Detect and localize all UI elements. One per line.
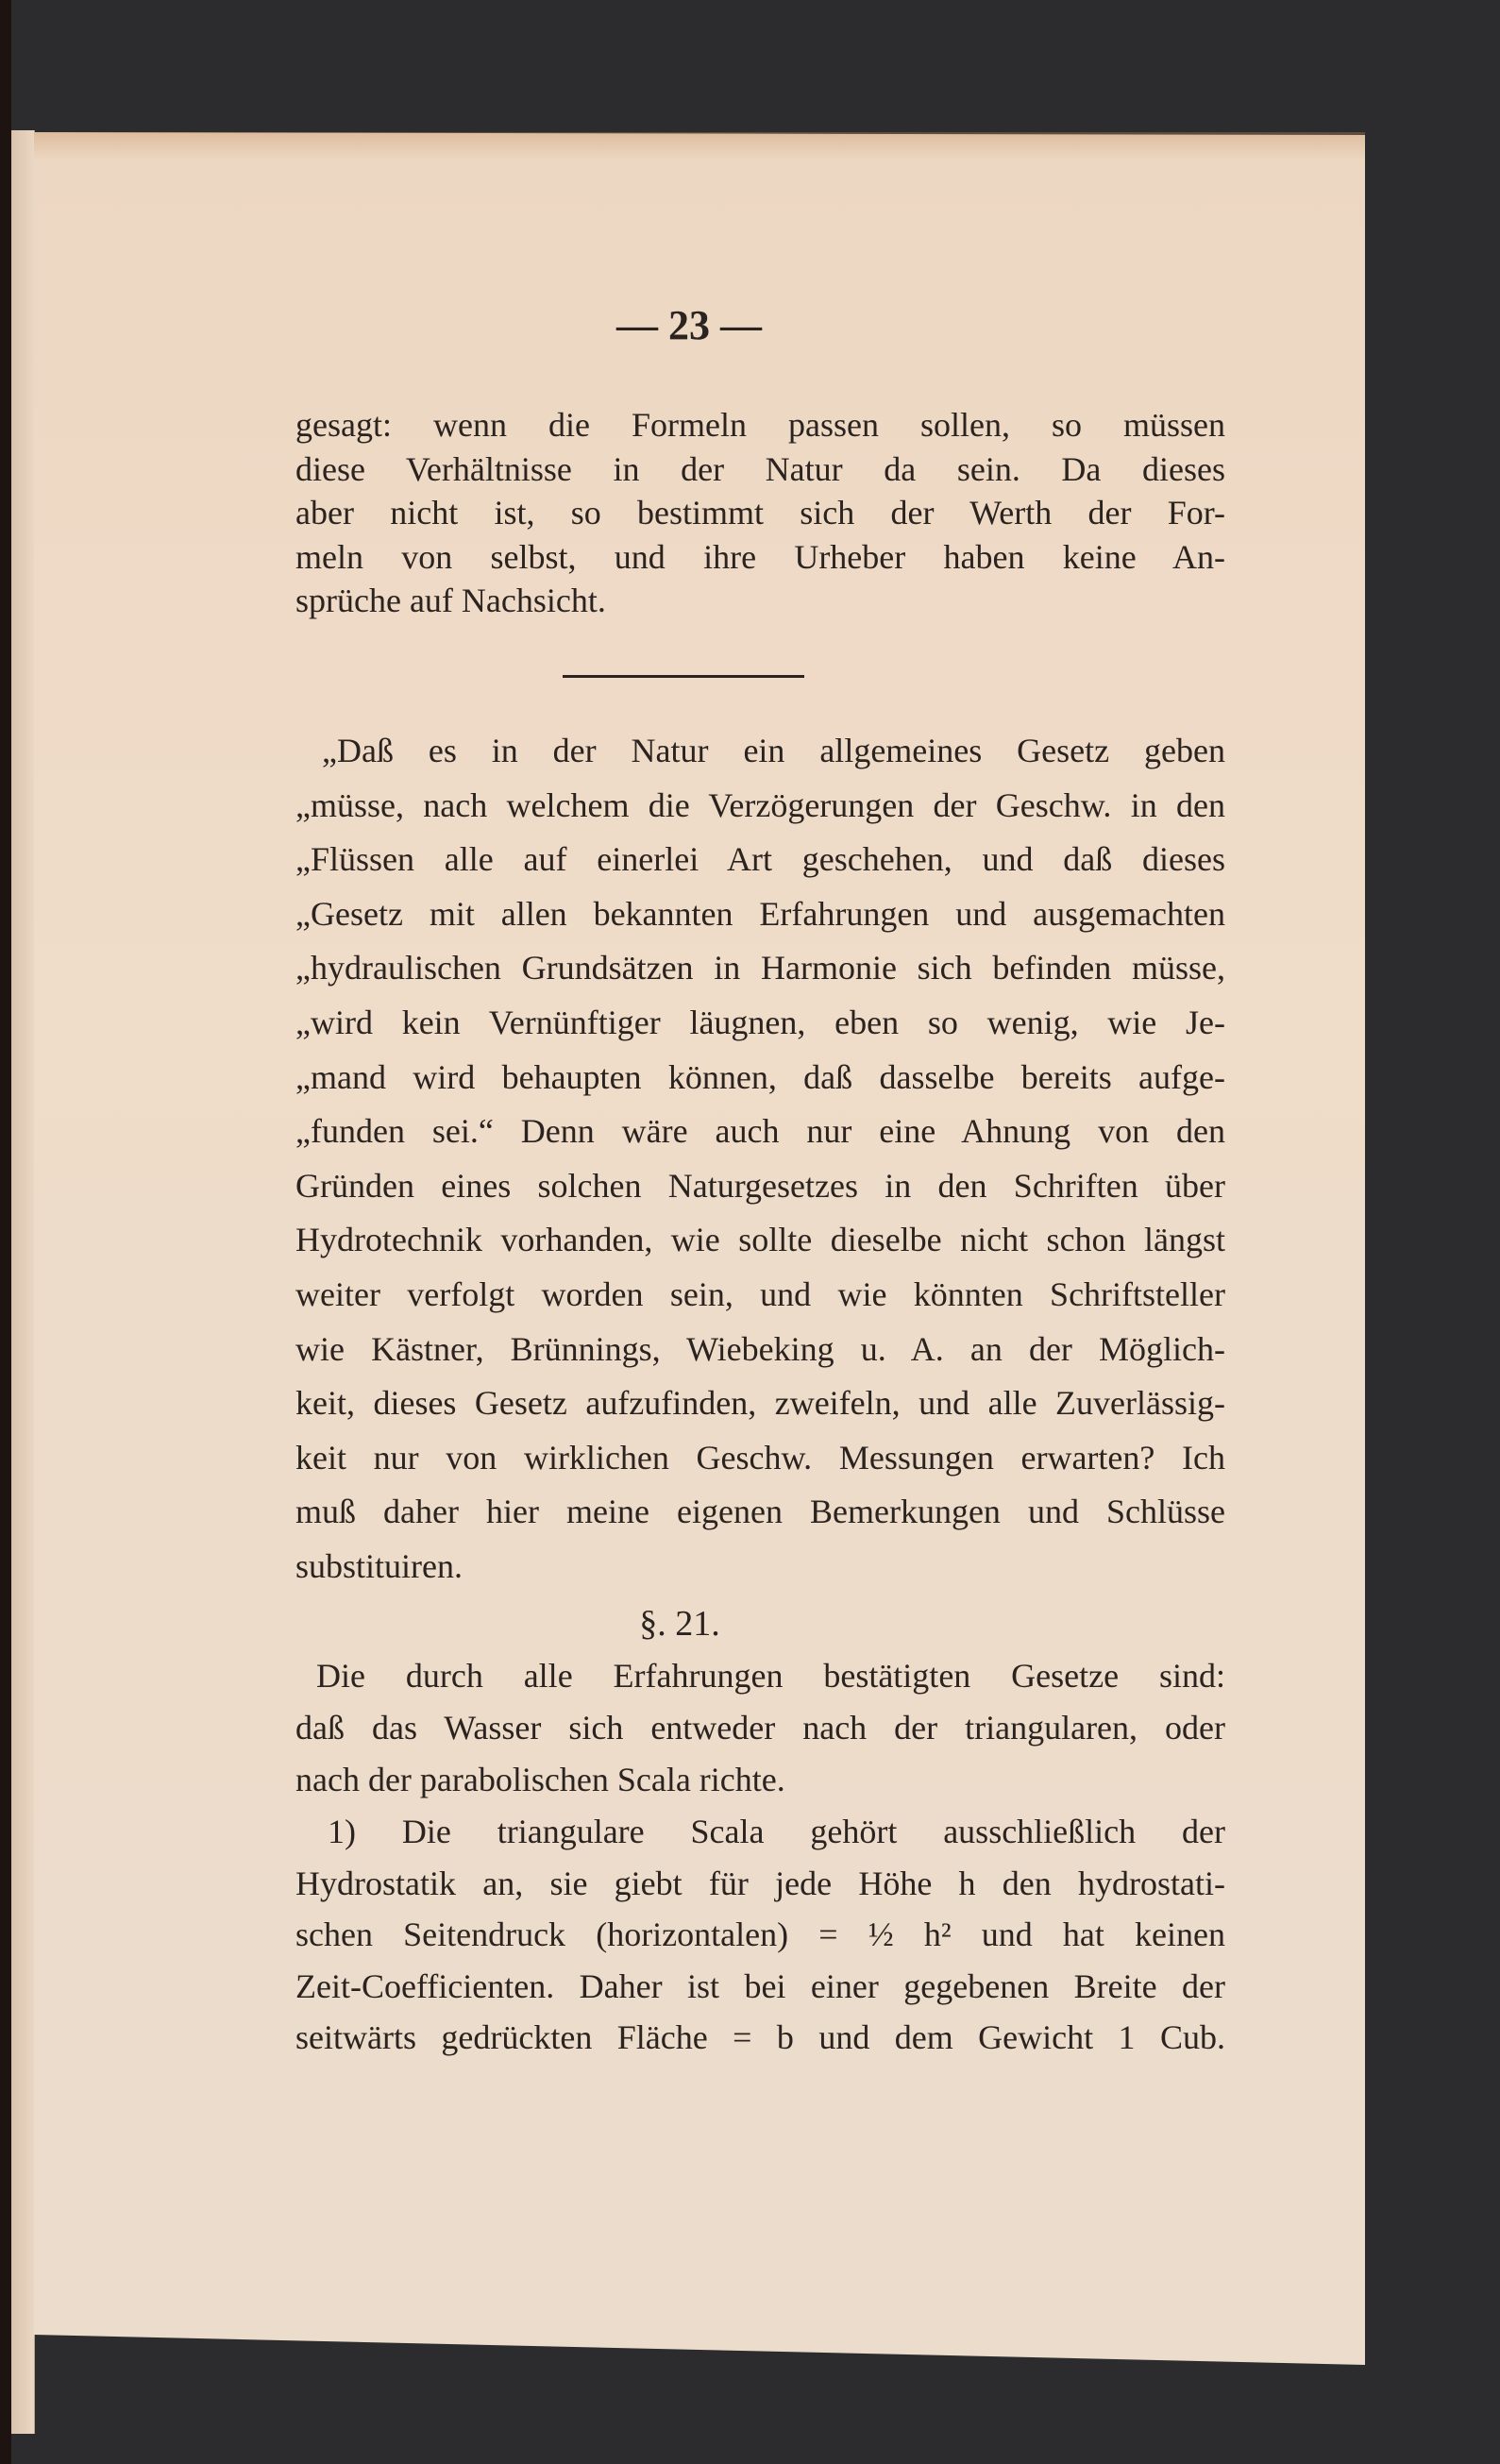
text-line: weiter verfolgt worden sein, und wie könnten Schriftsteller [295,1275,1225,1313]
text-line: Hydrostatik an, sie giebt für jede Höhe h den hydrostati- [295,1864,1225,1902]
page-number: — 23 — [616,302,762,348]
text-line: „müsse, nach welchem die Verzögerungen der Geschw. in den [295,785,1225,824]
adjacent-page-edge [11,130,35,2434]
text-line: „wird kein Vernünftiger läugnen, eben so wenig, wie Je- [295,1004,1225,1041]
text-line: keit nur von wirklichen Geschw. Messungen erwarten? Ich [295,1438,1225,1477]
text-line: wie Kästner, Brünnings, Wiebeking u. A. an der Möglich- [295,1329,1225,1368]
text-line: „Gesetz mit allen bekannten Erfahrungen und ausgemachten [295,894,1225,933]
text-line: substituiren. [295,1547,463,1585]
text-line: „mand wird behaupten können, daß dasselbe bereits aufge- [295,1057,1225,1096]
text-line: „Flüssen alle auf einerlei Art geschehen, und daß dieses [295,840,1225,879]
text-line: nach der parabolischen Scala richte. [295,1761,785,1798]
text-line: „funden sei.“ Denn wäre auch nur eine Ahnung von den [295,1112,1225,1151]
text-line: „Daß es in der Natur ein allgemeines Gesetz geben [322,732,1225,769]
text-line: „hydraulischen Grundsätzen in Harmonie sich befinden müsse, [295,949,1225,987]
text-line: daß das Wasser sich entweder nach der triangularen, oder [295,1709,1225,1747]
text-line: schen Seitendruck (horizontalen) = ½ h² und hat keinen [295,1916,1225,1954]
text-line: seitwärts gedrückten Fläche = b und dem Gewicht 1 Cub. [295,2018,1225,2057]
section-heading: §. 21. [639,1604,720,1644]
text-line: Die durch alle Erfahrungen bestätigten Gesetze sind: [316,1657,1225,1695]
text-line: meln von selbst, und ihre Urheber haben keine An- [295,537,1225,576]
text-line: Gründen eines solchen Naturgesetzes in den Schriften über [295,1166,1225,1205]
text-line: muß daher hier meine eigenen Bemerkungen und Schlüsse [295,1493,1225,1531]
text-line: keit, dieses Gesetz aufzufinden, zweifeln, und alle Zuverlässig- [295,1384,1225,1423]
text-line: gesagt: wenn die Formeln passen sollen, so müssen [295,406,1225,444]
book-spine [0,0,11,2464]
text-line: aber nicht ist, so bestimmt sich der Werth der For- [295,494,1225,532]
text-line: diese Verhältnisse in der Natur da sein. Da dieses [295,449,1225,488]
page-top-stain [34,132,1365,160]
text-line: sprüche auf Nachsicht. [295,582,606,619]
text-line: 1) Die triangulare Scala gehört ausschließlich der [328,1813,1225,1850]
section-divider-rule [563,675,804,678]
text-line: Hydrotechnik vorhanden, wie sollte dieselbe nicht schon längst [295,1221,1225,1259]
text-line: Zeit-Coefficienten. Daher ist bei einer gegebenen Breite der [295,1966,1225,2005]
